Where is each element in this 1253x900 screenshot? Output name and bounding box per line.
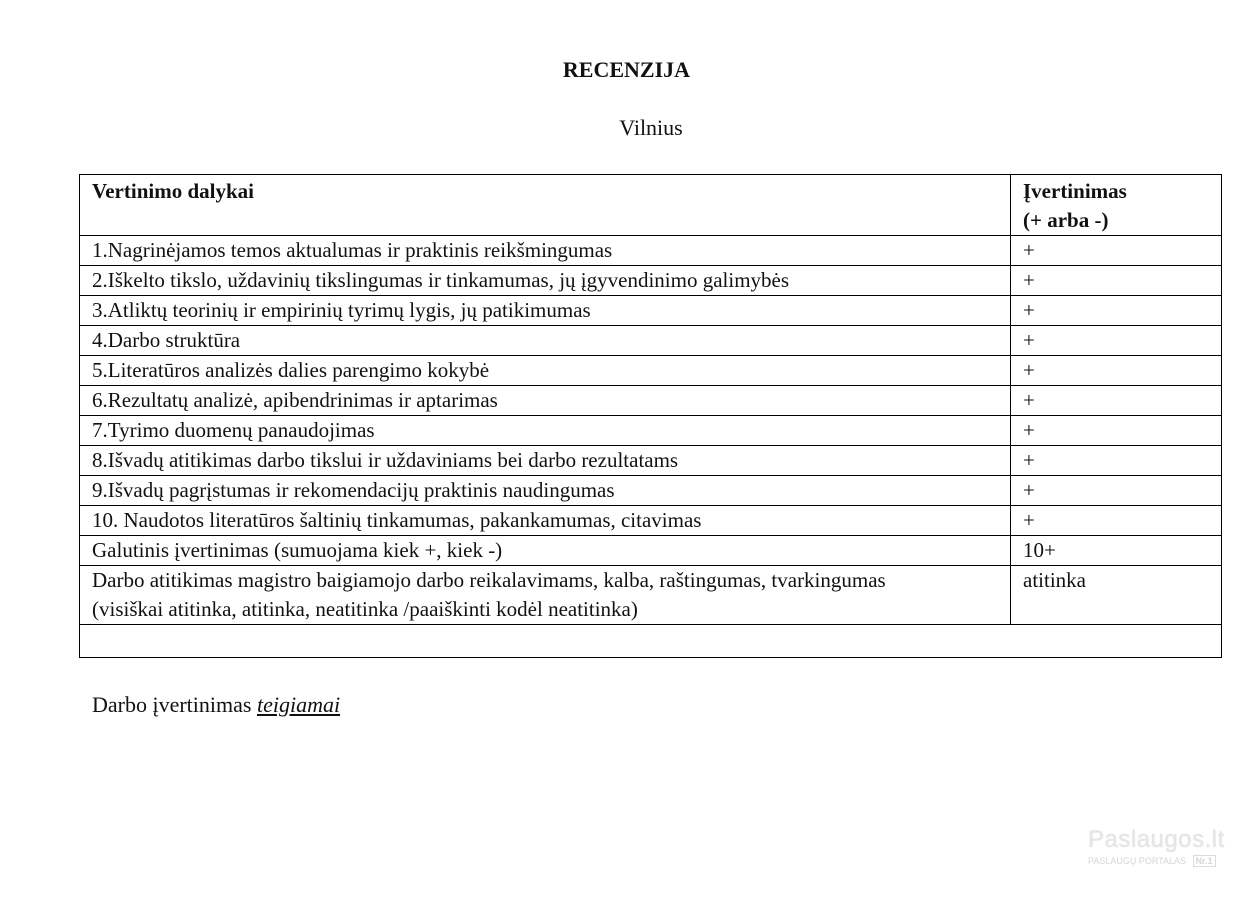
compliance-row: [80, 566, 1222, 625]
criterion-cell: 3.Atliktų teorinių ir empirinių tyrimų lygis, jų patikimumas: [80, 296, 1011, 326]
score-header-line1: Įvertinimas: [1023, 179, 1127, 203]
compliance-label: Darbo atitikimas magistro baigiamojo darbo reikalavimams, kalba, raštingumas, tvarkingumas (visiškai atitinka, atitinka, neatitinka /paaiškinti kodėl neatitinka): [80, 566, 1011, 625]
criterion-cell: 4.Darbo struktūra: [80, 326, 1011, 356]
criterion-cell: 1.Nagrinėjamos temos aktualumas ir praktinis reikšmingumas: [80, 236, 1011, 266]
watermark-subtitle: [1088, 856, 1228, 866]
score-cell: +: [1011, 476, 1222, 506]
compliance-value: atitinka: [1011, 566, 1222, 625]
table-row: [80, 446, 1222, 476]
score-cell: +: [1011, 296, 1222, 326]
review-table: [79, 174, 1222, 658]
criterion-cell: 7.Tyrimo duomenų panaudojimas: [80, 416, 1011, 446]
criterion-cell: 5.Literatūros analizės dalies parengimo kokybė: [80, 356, 1011, 386]
table-row: [80, 296, 1222, 326]
criterion-cell: 10. Naudotos literatūros šaltinių tinkamumas, pakankamumas, citavimas: [80, 506, 1011, 536]
criterion-cell: 6.Rezultatų analizė, apibendrinimas ir aptarimas: [80, 386, 1011, 416]
watermark-subtitle-text: PASLAUGŲ PORTALAS: [1088, 856, 1187, 866]
final-score-row: [80, 536, 1222, 566]
table-row: [80, 326, 1222, 356]
criterion-cell: 2.Iškelto tikslo, uždavinių tikslingumas ir tinkamumas, jų įgyvendinimo galimybės: [80, 266, 1011, 296]
table-row: [80, 416, 1222, 446]
document-title: RECENZIJA: [562, 57, 691, 82]
score-cell: +: [1011, 386, 1222, 416]
criterion-cell: 8.Išvadų atitikimas darbo tikslui ir uždaviniams bei darbo rezultatams: [80, 446, 1011, 476]
watermark-logo: [1088, 826, 1228, 880]
final-score-label: Galutinis įvertinimas (sumuojama kiek +, kiek -): [80, 536, 1011, 566]
empty-row: [80, 625, 1222, 658]
table-row: [80, 236, 1222, 266]
score-header: [1011, 175, 1222, 236]
table-row: [80, 386, 1222, 416]
watermark-brand: Paslaugos.lt: [1088, 826, 1225, 853]
score-cell: +: [1011, 446, 1222, 476]
table-row: [80, 506, 1222, 536]
score-cell: +: [1011, 356, 1222, 386]
watermark-badge: Nr.1: [1193, 855, 1216, 867]
criteria-header: Vertinimo dalykai: [80, 175, 1011, 236]
table-row: [80, 476, 1222, 506]
score-cell: +: [1011, 416, 1222, 446]
score-header-line2: (+ arba -): [1023, 208, 1109, 232]
empty-cell: [80, 625, 1222, 658]
score-cell: +: [1011, 506, 1222, 536]
table-row: [80, 356, 1222, 386]
final-score-value: 10+: [1011, 536, 1222, 566]
table-header-row: [80, 175, 1222, 236]
criterion-cell: 9.Išvadų pagrįstumas ir rekomendacijų praktinis naudingumas: [80, 476, 1011, 506]
table-row: [80, 266, 1222, 296]
score-cell: +: [1011, 266, 1222, 296]
city-name: Vilnius: [619, 115, 683, 140]
score-cell: +: [1011, 326, 1222, 356]
evaluation-line: [92, 692, 340, 718]
score-cell: +: [1011, 236, 1222, 266]
evaluation-label: Darbo įvertinimas: [92, 692, 252, 717]
evaluation-value: teigiamai: [256, 692, 341, 717]
